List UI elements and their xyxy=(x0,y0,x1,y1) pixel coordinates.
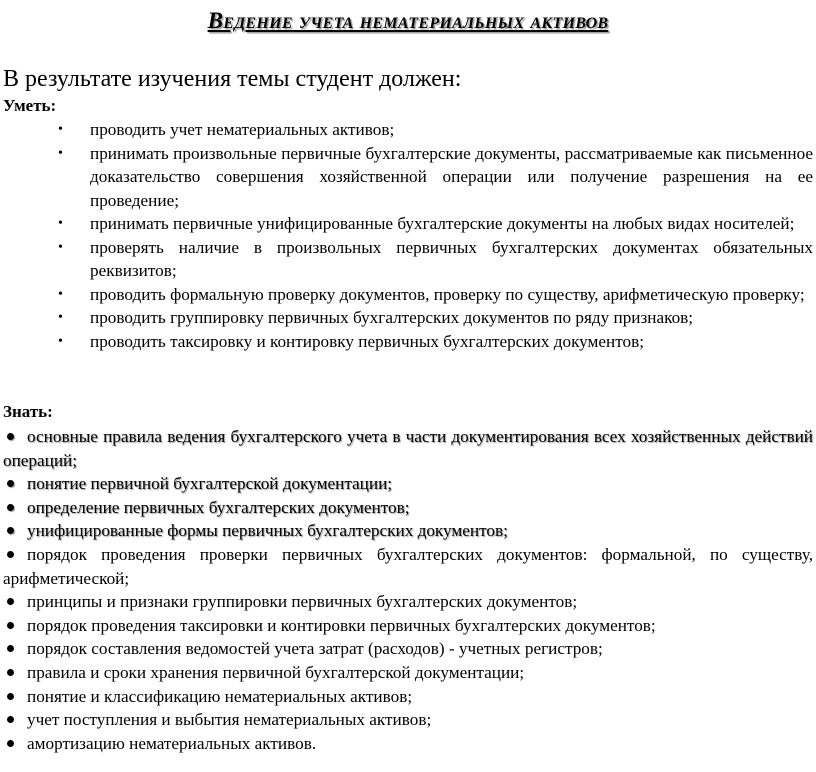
list-item: унифицированные формы первичных бухгалтерских документов; xyxy=(0,519,816,543)
umet-heading: Уметь: xyxy=(3,96,57,115)
list-item: • принимать первичные унифицированные бухгалтерские документы на любых видах носителей; xyxy=(0,212,816,236)
bullet-icon xyxy=(7,693,14,700)
list-item: • проводить формальную проверку документов, проверку по существу, арифметическую проверку; xyxy=(0,283,816,307)
znat-heading: Знать: xyxy=(3,402,53,421)
bullet-icon: • xyxy=(58,239,63,255)
bullet-icon xyxy=(7,645,14,652)
bullet-icon: • xyxy=(58,122,63,137)
bullet-icon xyxy=(7,622,14,629)
bullet-icon xyxy=(7,740,14,747)
znat-list xyxy=(0,425,816,755)
bullet-icon: • xyxy=(58,333,63,349)
list-item: порядок проведения проверки первичных бухгалтерских документов: формальной, по существу, арифметической; xyxy=(3,544,813,588)
page-title: Ведение учета нематериальных активов xyxy=(207,8,609,33)
list-item: • проводить группировку первичных бухгалтерских документов по ряду признаков; xyxy=(0,306,816,330)
list-item: основные правила ведения бухгалтерского учета в части документирования всех хозяйственных действий операций; xyxy=(3,427,813,470)
bullet-icon xyxy=(7,504,14,511)
bullet-icon: • xyxy=(58,286,63,302)
list-item: правила и сроки хранения первичной бухгалтерской документации; xyxy=(0,661,816,685)
bullet-icon xyxy=(7,433,14,440)
bullet-icon xyxy=(7,527,14,534)
list-item: принципы и признаки группировки первичных бухгалтерских документов; xyxy=(0,590,816,614)
list-item: • проводить таксировку и контировку первичных бухгалтерских документов; xyxy=(0,330,816,354)
bullet-icon: • xyxy=(58,145,63,161)
subtitle: В результате изучения темы студент должен: xyxy=(3,66,462,92)
list-item: порядок составления ведомостей учета затрат (расходов) - учетных регистров; xyxy=(0,637,816,661)
list-item: амортизацию нематериальных активов. xyxy=(0,732,816,756)
list-item: понятие и классификацию нематериальных активов; xyxy=(0,685,816,709)
list-item: порядок проведения таксировки и контировки первичных бухгалтерских документов; xyxy=(0,614,816,638)
bullet-icon xyxy=(7,669,14,676)
bullet-icon xyxy=(7,716,14,723)
list-item: • проводить учет нематериальных активов; xyxy=(0,118,816,142)
umet-list xyxy=(0,118,816,353)
list-item: определение первичных бухгалтерских документов; xyxy=(0,496,816,520)
list-item: учет поступления и выбытия нематериальных активов; xyxy=(0,708,816,732)
list-item: понятие первичной бухгалтерской документации; xyxy=(0,472,816,496)
bullet-icon xyxy=(7,480,14,487)
bullet-icon xyxy=(7,598,14,605)
list-item: • проверять наличие в произвольных первичных бухгалтерских документах обязательных реквизитов; xyxy=(58,237,813,280)
list-item: • принимать произвольные первичные бухгалтерские документы, рассматриваемые как письменное доказательство совершения хозяйственной операции или получение разрешения на ее проведение; xyxy=(58,143,813,210)
bullet-icon xyxy=(7,551,14,558)
bullet-icon: • xyxy=(58,310,63,325)
bullet-icon: • xyxy=(58,216,63,231)
